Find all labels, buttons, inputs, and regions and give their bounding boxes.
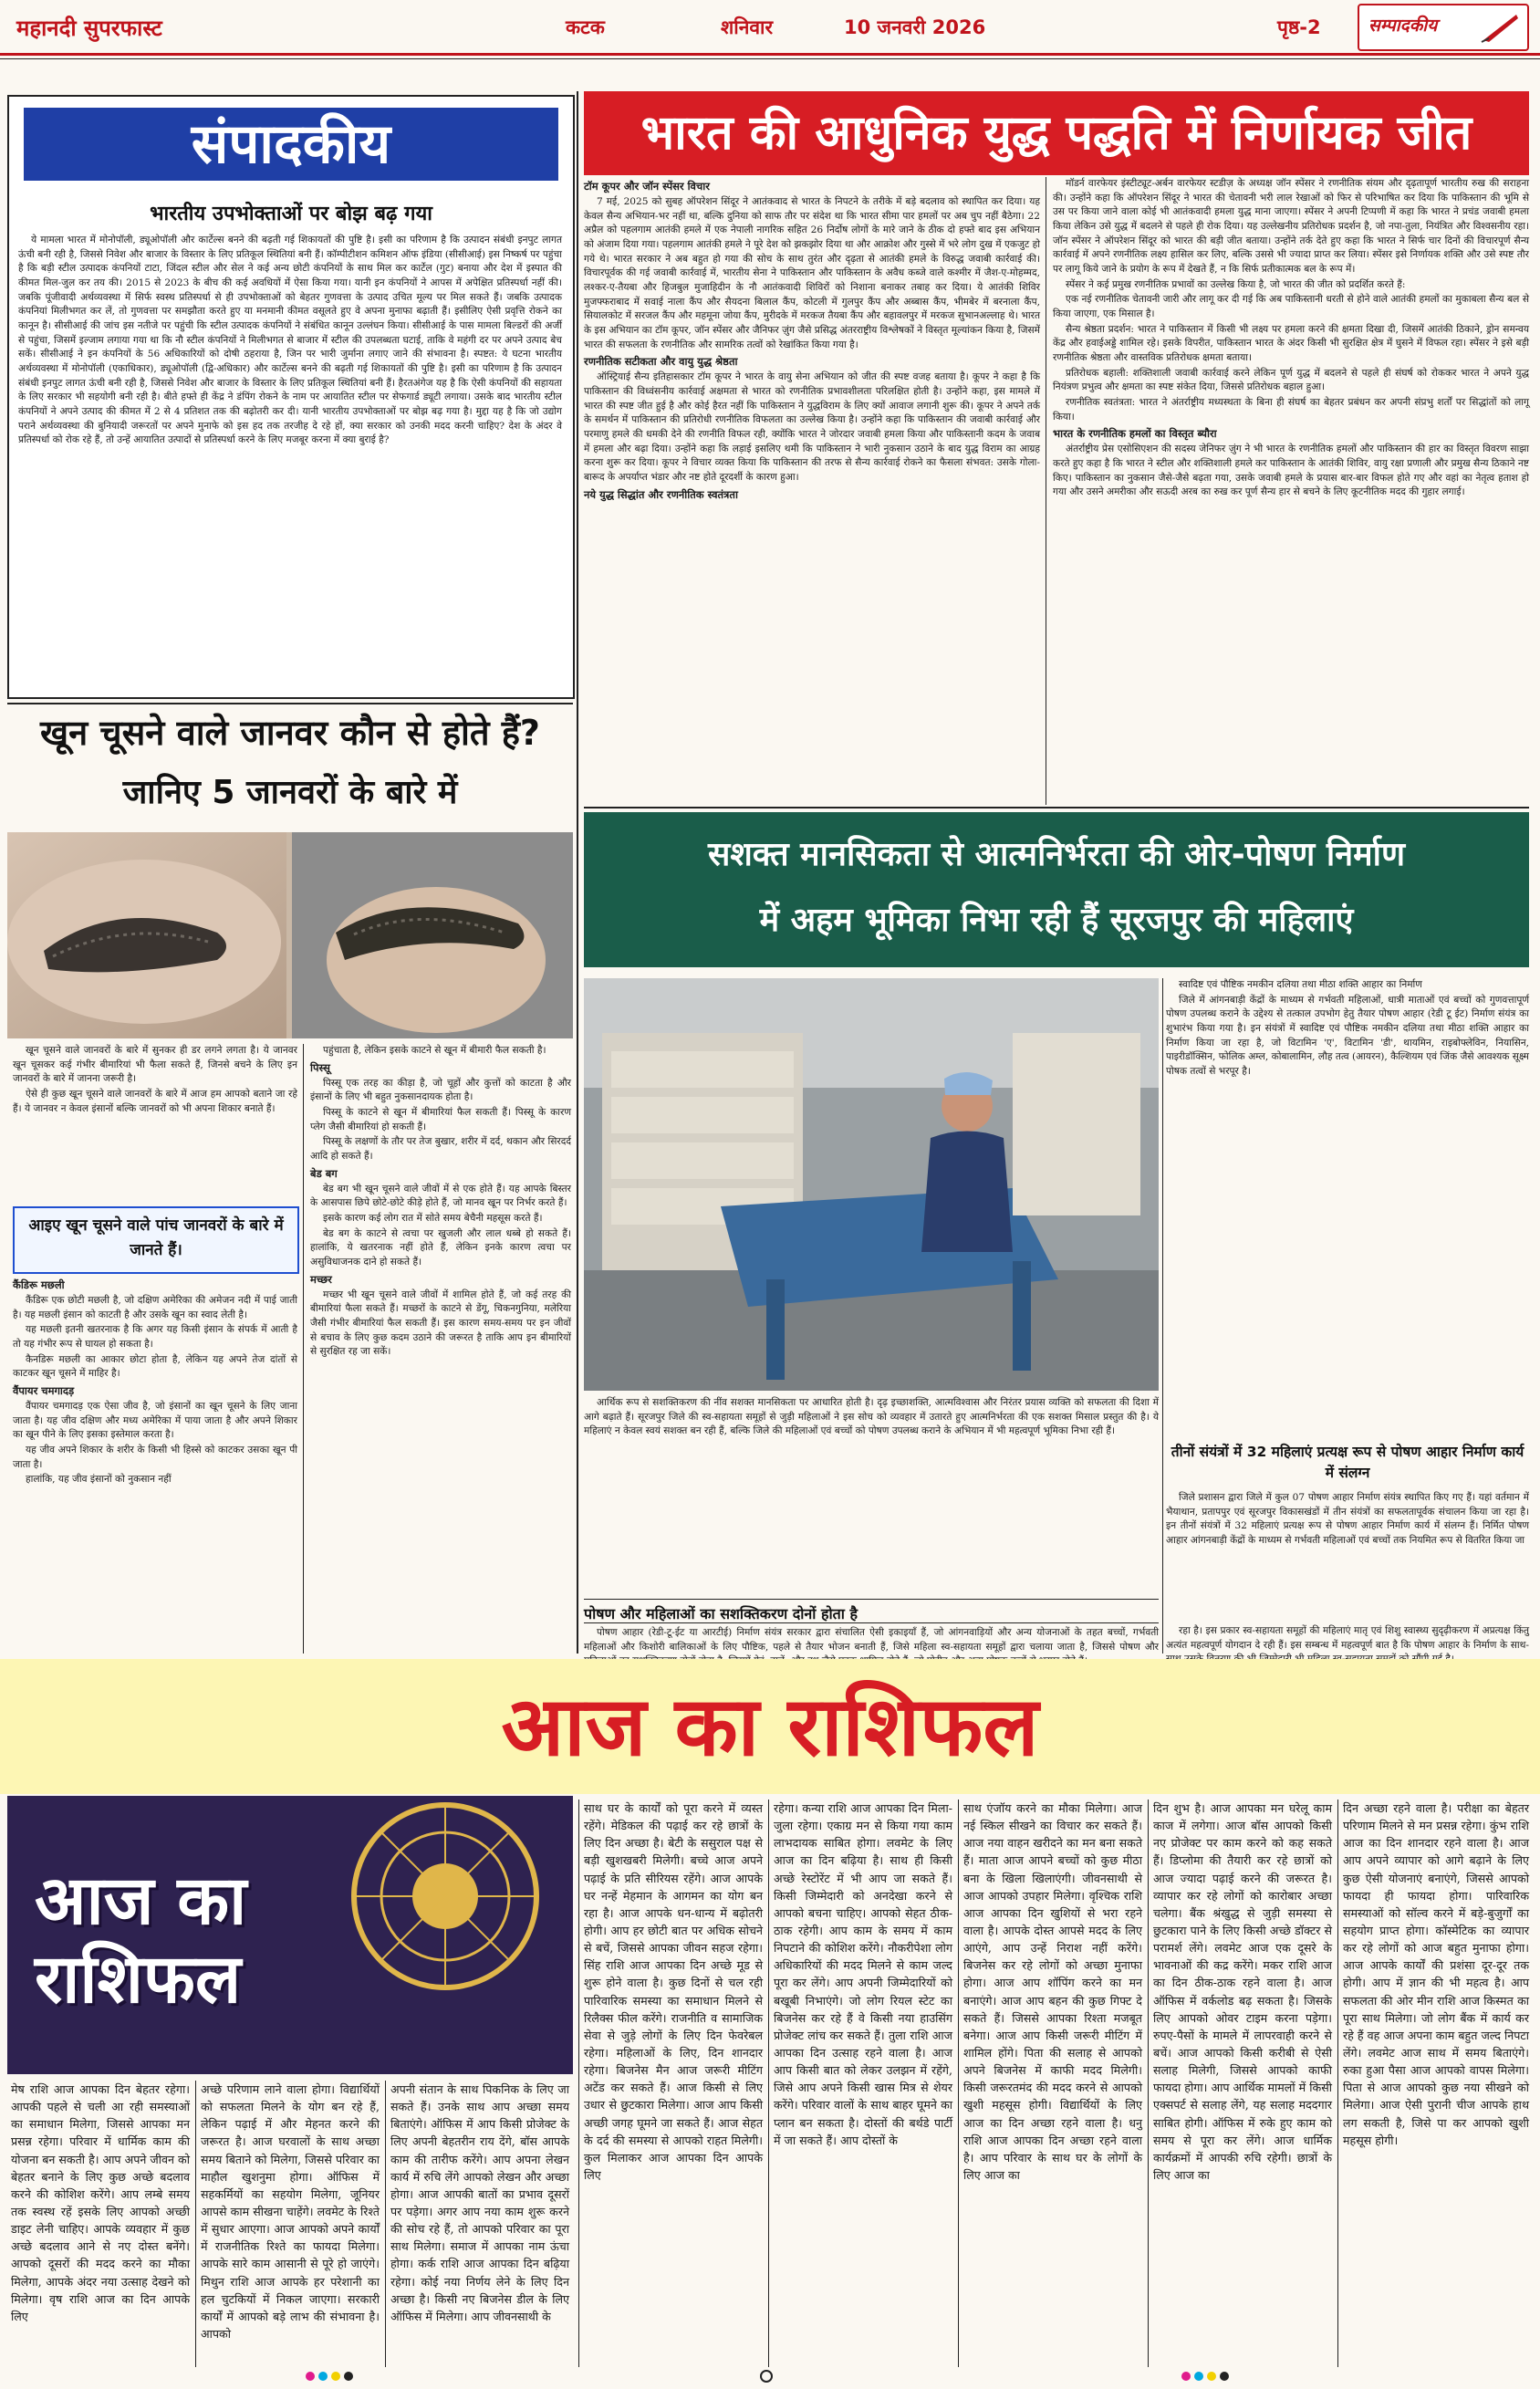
section-rule <box>584 1599 1159 1600</box>
war-subheading: भारत के रणनीतिक हमलों का विस्तृत ब्यौरा <box>1053 427 1217 441</box>
editorial-box <box>7 95 575 699</box>
blood-col1 <box>13 1276 297 1654</box>
nutrition-headline: सशक्त मानसिकता से आत्मनिर्भरता की ओर-पोषण निर्माण <box>707 836 1406 873</box>
masthead <box>0 0 1540 53</box>
nutrition-paragraph: जिले में आंगनबाड़ी केंद्रों के माध्यम से गर्भवती महिलाओं, धात्री माताओं एवं बच्चों को गुणवत्तापूर्ण पोषण उपलब्ध कराने के उद्देश्य से तत्काल उपभोग हेतु तैयार पोषण आहार (रेडी टू ईट) निर्माण संयंत्र का शुभारंभ किया गया है। इन संयंत्रों में स्वादिष्ट एवं पौष्टिक नमकीन दलिया तथा मीठा शक्ति आहार का निर्माण किया जा रहा है, जो विटामिन 'ए', विटामिन 'डी', थायमिन, राइबोफ्लेविन, नियासिन, पाइरीडॉक्सिन, फोलिक अम्ल, कोबालामिन, लौह तत्व (आयरन), कैल्शियम एवं जिंक जैसे आवश्यक सूक्ष्म पोषक तत्वों से भरपूर है। <box>1166 994 1529 1078</box>
war-paragraph: सैन्य श्रेष्ठता प्रदर्शन: भारत ने पाकिस्तान में किसी भी लक्ष्य पर हमला करने की क्षमता दिखा दी, जिसमें आतंकी ठिकाने, ड्रोन समन्वय केंद्र और हवाईअड्डे शामिल रहे। इसके विपरीत, पाकिस्तान भारत के अंदर किसी भी सुरक्षित क्षेत्र में घुसने में विफल रहा। स्पेंसर ने इसे बड़ी रणनीतिक श्रेष्ठता और वास्तविक प्रतिरोधक क्षमता बताया। <box>1053 323 1529 364</box>
section-badge-label: सम्पादकीय <box>1368 16 1438 36</box>
war-article-col1 <box>584 177 1040 807</box>
column-rule <box>303 1044 304 1654</box>
blood-col2 <box>310 1044 571 1654</box>
blood-paragraph: खून चूसने वाले जानवरों के बारे में सुनकर ही डर लगने लगता है। ये जानवर खून चूसकर कई गंभीर बीमारियां भी फैला सकते हैं, जिनसे बचने के लिए इन जानवरों के बारे में जानना जरूरी है। <box>13 1045 297 1085</box>
blood-paragraph: पिस्सू के काटने से खून में बीमारियां फैल सकती हैं। पिस्सू के कारण प्लेग जैसी बीमारियां हो सकती हैं। <box>310 1107 571 1132</box>
rashifal-image-line1: आज का <box>35 1862 247 1940</box>
rashifal-col6: साथ एंजॉय करने का मौका मिलेगा। आज नई स्किल सीखने का विचार कर सकते हैं। आज नया वाहन खरीदने का मन बना सकते हैं। माता आज आपने बच्चों को कुछ मीठा बना के खिला खिलाएंगी। जीवनसाथी से आज आपको उपहार मिलेगा। वृश्चिक राशि आज आपका दिन खुशियों से भरा रहने वाला है। आपके दोस्त आपसे मदद के लिए आएंगे, आप उन्हें निराश नहीं करेंगे। बिजनेस कर रहे लोगों को अच्छा मुनाफा होगा। आज आप शॉपिंग करने का मन बनाएंगे। आज आप बहन की कुछ गिफ्ट दे सकते हैं। जिससे आपका रिश्ता मजबूत बनेगा। आज आप किसी जरूरी मीटिंग में शामिल होंगे। पिता की सलाह से आपको अपने बिजनेस में काफी मदद मिलेगी। किसी जरूरतमंद की मदद करने से आपको खुशी महसूस होगी। विद्यार्थियों के लिए आज का दिन अच्छा रहने वाला है। धनु राशि आज आपका दिन अच्छा रहने वाला है। आप परिवार के साथ घर के लोगों के लिए आज का <box>963 1801 1142 2182</box>
blood-paragraph: पहुंचाता है, लेकिन इसके काटने से खून में बीमारी फैल सकती है। <box>323 1045 546 1056</box>
nutrition-paragraph: जिले प्रशासन द्वारा जिले में कुल 07 पोषण आहार निर्माण संयंत्र स्थापित किए गए हैं। यहां वर्तमान में भैयाथान, प्रतापपुर एवं सूरजपुर विकासखंडों में तीन संयंत्रों का सफलतापूर्वक संचालन किया जा रहा है। इन तीनों संयंत्रों में 32 महिलाएं प्रत्यक्ष रूप से पोषण आहार निर्माण कार्य में संलग्न हैं। निर्मित पोषण आहार आंगनबाड़ी केंद्रों के माध्यम से गर्भवती महिलाओं एवं बच्चों तक नियमित रूप से वितरित किया जा <box>1166 1492 1529 1547</box>
column-rule <box>958 1800 959 2367</box>
masthead-day: शनिवार <box>721 16 774 38</box>
factory-illustration <box>584 978 1159 1391</box>
nutrition-right-top <box>1166 978 1529 1438</box>
blood-paragraph: बेड बग के काटने से त्वचा पर खुजली और लाल धब्बे हो सकते हैं। हालांकि, ये खतरनाक नहीं होते हैं, लेकिन इनके कारण त्वचा पर असुविधाजनक दाने हो सकते हैं। <box>310 1227 571 1268</box>
war-paragraph: एक नई रणनीतिक चेतावनी जारी और लागू कर दी गई कि अब पाकिस्तानी धरती से होने वाले आतंकी हमलों का मुकाबला सैन्य बल से किया जाएगा, एक मिसाल है। <box>1053 294 1529 320</box>
column-rule <box>1148 1800 1149 2367</box>
war-paragraph: 7 मई, 2025 को सुबह ऑपरेशन सिंदूर ने आतंकवाद से भारत के निपटने के तरीके में बड़े बदलाव को स्थापित कर दिया। यह केवल सैन्य अभियान-भर नहीं था, बल्कि दुनिया को साफ तौर पर संदेश था कि भारत सीमा पार हमलों पर अब चुप नहीं बैठेगा। 22 अप्रैल को पहलगाम आतंकी हमले में एक नेपाली नागरिक सहित 26 निर्दोष लोगों के मारे जाने के ठीक दो हफ्ते बाद इस अभियान को अंजाम दिया गया। पहलगाम आतंकी हमले ने पूरे देश को झकझोर दिया था और आक्रोश और गुस्से में भरे लोग दुख में एकजुट हो गये थे। भारत सरकार ने अब बहुत हो गया की सोच के साथ तुरंत और दृढ़ता से आतंकी हमले के विरुद्ध जवाबी कार्रवाई की। विचारपूर्वक की गई जवाबी कार्रवाई में, भारतीय सेना ने पाकिस्तान और पाकिस्तान के अवैध कब्जे वाले कश्मीर में जैश-ए-मोहम्मद, लश्कर-ए-तैयबा और हिजबुल मुजाहिदीन के नौ आतंकवादी शिविरों को निशाना बनाकर तबाह कर दिया। ये आतंकी शिविर मुजफ्फराबाद में सवाई नाला कैंप और सैयदना बिलाल कैंप, कोटली में गुलपुर कैंप और अब्बास कैंप, भीमबेर में बरनाला कैंप, सियालकोट में सरजल कैंप और महमूना जोया कैंप, मुरीदके में मरकज तैयबा कैंप और बहावलपुर में मरकज सुभानअल्लाह थे। भारत के इस अभियान का टॉम कूपर, जॉन स्पेंसर और जैनिफर ज़ुंग जैसे प्रसिद्ध अंतरराष्ट्रीय विश्लेषकों ने विस्तृत मूल्यांकन किया है, जिसमें भारत की सफलता के रणनीतिक और सामरिक तत्वों को रेखांकित किया गया है। <box>584 196 1040 350</box>
registration-mark-icon <box>0 2367 1540 2385</box>
nutrition-subheading: पोषण और महिलाओं का सशक्तिकरण दोनों होता है <box>584 1605 858 1622</box>
blood-article-heading: खून चूसने वाले जानवर कौन से होते हैं? <box>40 713 540 753</box>
animal-heading: बेड बग <box>310 1166 338 1180</box>
nutrition-right-mid <box>1166 1491 1529 1619</box>
animal-heading: पिस्सू <box>310 1060 330 1074</box>
animal-heading: वैंपायर चमगादड़ <box>13 1384 75 1398</box>
print-registration-marks <box>0 2367 1540 2385</box>
war-paragraph: रणनीतिक स्वतंत्रता: भारत ने अंतर्राष्ट्रीय मध्यस्थता के बिना ही संघर्ष का बेहतर प्रबंधन कर अपनी संप्रभु शर्तों पर सिद्धांतों को लागू किया। <box>1053 397 1529 423</box>
blood-paragraph: मच्छर भी खून चूसने वाले जीवों में शामिल होते हैं, जो कई तरह की बीमारियां फैला सकते हैं। मच्छरों के काटने से डेंगू, चिकनगुनिया, मलेरिया जैसी गंभीर बीमारियां फैल सकती हैं। इस कारण समय-समय पर इन जीवों से बचाव के लिए कुछ कदम उठाने की जरूरत है ताकि आप इन बीमारियों से सुरक्षित रह जा सकें। <box>310 1288 571 1358</box>
masthead-city: कटक <box>566 16 605 38</box>
blood-paragraph: वैंपायर चमगादड़ एक ऐसा जीव है, जो इंसानों का खून चूसने के लिए जाना जाता है। यह जीव दक्षिण और मध्य अमेरिका में पाया जाता है और अपने शिकार का खून पीने के लिए इसका इस्तेमाल करता है। <box>13 1401 297 1441</box>
blood-paragraph: बेड बग भी खून चूसने वाले जीवों में से एक होते हैं। यह आपके बिस्तर के आसपास छिपे छोटे-छोटे कीड़े होते हैं, जो मानव खून पर निर्भर करते हैं। <box>310 1183 571 1209</box>
masthead-rule-thin <box>0 58 1540 59</box>
war-paragraph: अंतर्राष्ट्रीय प्रेस एसोसिएशन की सदस्य जेनिफर ज़ुंग ने भी भारत के रणनीतिक हमलों और पाकिस्तान की हार का विस्तृत विवरण साझा करते हुए कहा है कि भारत ने स्टील और शक्तिशाली हमले कर पाकिस्तान के आतंकी शिविर, वायु रक्षा प्रणाली और प्रमुख सैन्य ठिकाने नष्ट किए। पाकिस्तान का नुकसान जैसे-जैसे बढ़ता गया, उसके जवाबी हमले के प्रयास बार-बार विफल होते गए और वहां का नेतृत्व हताश हो गया और उसने अमरीका और सऊदी अरब का रुख कर पूर्ण सैन्य हार से बचने के लिए कूटनीतिक मदद की गुहार लगाई। <box>1053 443 1529 498</box>
blood-paragraph: इसके कारण कई लोग रात में सोते समय बेचैनी महसूस करते हैं। <box>323 1213 543 1225</box>
war-paragraph: ऑस्ट्रियाई सैन्य इतिहासकार टॉम कूपर ने भारत के वायु सेना अभियान को जीत की स्पष्ट वजह बताया है। कूपर ने कहा है कि पाकिस्तान की विध्वंसनीय कार्रवाई अक्षमता से भारत को रणनीतिक प्रभावशीलता परिलक्षित होती है। उन्होंने कहा, इस मामले में भारत की स्पष्ट जीत हुई है और कोई हैरत नहीं कि पाकिस्तान ने युद्धविराम के लिए क्यों आवाज लगानी शुरू की। कूपर ने अपने तर्क के समर्थन में पाकिस्तान की प्रतिरोधी रणनीतिक विफलता का उल्लेख किया है। उन्होंने कहा कि पाकिस्तान की जवाबी कार्रवाई और परमाणु हमले की धमकी देने की रणनीति विफल रही, क्योंकि भारत ने जोरदार जवाबी हमला किया और पाकिस्तानी कदम के जवाब में हमला और बढ़ा दिया। उन्होंने कहा कि लड़ाई इसलिए थमी कि पाकिस्तान ने भारी नुकसान उठाने के बाद युद्ध विराम का आग्रह करना शुरू कर दिया। कूपर ने विचार व्यक्त किया कि पाकिस्तान की तरफ से सैन्य कार्रवाई रोकने का फैसला संभवत: उसके गोला-बारूद के अपर्याप्त भंडार और नष्ट होते दूरदर्शी के कारण हुआ। <box>584 371 1040 484</box>
rashifal-image-line2: राशिफल <box>35 1940 242 2019</box>
blood-highlight-text: आइए खून चूसने वाले पांच जानवरों के बारे में जानते हैं। <box>28 1216 284 1259</box>
blood-paragraph: यह जीव अपने शिकार के शरीर के किसी भी हिस्से को काटकर उसका खून पी जाता है। <box>13 1445 297 1470</box>
editorial-heading: संपादकीय <box>24 108 558 181</box>
rashifal-col7: दिन शुभ है। आज आपका मन घरेलू काम काज में लगेगा। आज बॉस आपको किसी नए प्रोजेक्ट पर काम करने को कह सकते हैं। डिप्लोमा की तैयारी कर रहे छात्रों को आज ज्यादा पढ़ाई करने की जरूरत है। व्यापार कर रहे लोगों को कारोबार अच्छा चलेगा। बैंक श्रंखुद्ध से जुड़ी समस्या से छुटकारा पाने के लिए किसी अच्छे डॉक्टर से परामर्श लेंगे। लवमेट आज एक दूसरे के भावनाओं की कद्र करेंगे। मकर राशि आज का दिन ठीक-ठाक रहने वाला है। आज ऑफिस में वर्कलोड बढ़ सकता है। जिसके लिए आपको ओवर टाइम करना पड़ेगा। रुपए-पैसों के मामले में लापरवाही करने से बचें। आज आपको किसी करीबी से ऐसी सलाह मिलेगी, जिससे आपको काफी फायदा होगा। आप आर्थिक मामलों में किसी एक्सपर्ट से सलाह लेंगे, यह सलाह मददगार साबित होगी। ऑफिस में रुके हुए काम को समय से पूरा कर लेंगे। आज धार्मिक कार्यक्रमों में आपकी रुचि रहेगी। छात्रों के लिए आज का <box>1153 1801 1332 2182</box>
rashifal-col2: अच्छे परिणाम लाने वाला होगा। विद्यार्थियों को सफलता मिलने के योग बन रहे हैं, लेकिन पढ़ाई में और मेहनत करने की जरूरत है। आज घरवालों के साथ अच्छा समय बिताने को मिलेगा, जिससे परिवार का माहौल खुशनुमा होगा। ऑफिस में सहकर्मियों का सहयोग मिलेगा, जूनियर आपसे काम सीखना चाहेंगे। लवमेट के रिश्ते में सुधार आएगा। आज आपको अपने कार्यों में राजनीतिक रिश्ते का फायदा मिलेगा। आपके सारे काम आसानी से पूरे हो जाएंगे। मिथुन राशि आज आपके हर परेशानी का हल चुटकियों में निकल जाएगा। सरकारी कार्यों में आपको बड़े लाभ की संभावना है। आपको <box>201 2082 380 2341</box>
blood-paragraph: कैनडिरू मछली का आकार छोटा होता है, लेकिन यह अपने तेज दांतों से काटकर खून चूसने में माहिर है। <box>13 1353 297 1380</box>
column-rule <box>768 1800 769 2367</box>
nutrition-left-bottom <box>584 1626 1159 1654</box>
war-article-col2 <box>1053 177 1529 807</box>
war-paragraph: मॉडर्न वारफेयर इंस्टीट्यूट-अर्बन वारफेयर स्टडीज़ के अध्यक्ष जॉन स्पेंसर ने रणनीतिक संयम और दृढ़तापूर्ण भारतीय रुख की सराहना की। उन्होंने कहा कि ऑपरेशन सिंदूर ने भारत की चेतावनी भरी लाल रेखाओं को फिर से परिभाषित कर दिया कि पाकिस्तान की भूमि से उस पर किया जाने वाला कोई भी आतंकवादी हमला युद्ध माना जाएगा। स्पेंसर ने अपनी टिप्पणी में कहा कि भारत ने प्रचंड जवाबी हमला किया लेकिन उसे युद्ध में बदलने से पहले ही रोक दिया। यह उल्लेखनीय प्रतिरोधक प्रदर्शन है, जो नपा-तुला, नियंत्रित और विश्वसनीय रहा। जॉन स्पेंसर ने ऑपरेशन सिंदूर को भारत की बड़ी जीत बताया। उन्होंने तर्क देते हुए कहा कि भारत ने सिर्फ चार दिनों की विचारपूर्ण सैन्य कार्रवाई में अपने रणनीतिक लक्ष्य हासिल कर लिए, बल्कि उससे भी ज्यादा प्राप्त कर लिया। स्पेंसर इसे निर्णायक शक्ति और उसे स्पष्ट तौर पर लागू किये जाने के प्रयोग के रूप में देखते हैं, न कि सिर्फ प्रतीकात्मक बल के रूप में। <box>1053 178 1529 276</box>
war-paragraph: प्रतिरोधक बहाली: शक्तिशाली जवाबी कार्रवाई करने लेकिन पूर्ण युद्ध में बदलने से पहले ही संघर्ष को रोककर भारत ने अपने युद्ध नियंत्रण प्रभुत्व और क्षमता का स्पष्ट संकेत दिया, जिससे प्रतिरोधक बहाल हुआ। <box>1053 367 1529 393</box>
blood-paragraph: हालांकि, यह जीव इंसानों को नुकसान नहीं <box>26 1474 172 1486</box>
masthead-rule <box>0 53 1540 56</box>
editorial-paragraph: ये मामला भारत में मोनोपॉली, ड्यूओपॉली और कार्टेल्स बनने की बढ़ती गई शिकायतों की पुष्टि है। इसी का परिणाम है कि उत्पादन संबंधी इनपुट लागत ऊंची बनी रही है, जिससे निवेश और बाजार के विस्तार के लिए प्रतिकूल स्थितियां बनी हैं। कॉम्पीटीशन कमिशन ऑफ इंडिया (सीसीआई) इस निष्कर्ष पर पहुंचा है कि बड़ी स्टील उत्पादक कंपनियों टाटा, जिंदल स्टील और सेल ने कई अन्य छोटी कंपनियों के साथ मिल कर कार्टेल (गुट) बनाया और देश में इस्पात की कीमत मिल-जुल कर तय की। 2015 से 2023 के बीच की कई अवधियों में ऐसा किया गया। यानी इन कंपनियों ने आपस में अपेक्षित प्रतिस्पर्धा नहीं की। जबकि पूंजीवादी अर्थव्यवस्था में सिर्फ स्वस्थ प्रतिस्पर्धा से ही उपभोक्ताओं को बेहतर गुणवत्ता के उत्पाद उचित मूल्य पर मिल सकते हैं। जबकि उत्पादक कंपनियां मिलीभगत कर लें, तो गुणवत्ता पर समझौता करते हुए या मनमानी कीमत वसूलते हुए वे अपना मुनाफा बढ़ाती हैं। इसीलिए ऐसी प्रवृत्ति रोकने का कानून है। सीसीआई की जांच इस नतीजे पर पहुंची कि स्टील उत्पादक कंपनियों ने संबंधित कानून उल्लंघन किया। सीसीआई के पास मामला बिल्डरों की अर्जी से पहुंचा, जिसमें इल्जाम लगाया गया था कि नौ स्टील कंपनियों ने मिलीभगत से बाजार में स्टील की उपलब्धता घटाई, ताकि वे महंगी दर पर अपने उत्पाद बेच सकें। सीसीआई ने इन कंपनियों के 56 अधिकारियों को दोषी ठहराया है, जिन पर भारी जुर्माना लगाए जाने की संभावना है। स्पष्टत: ये घटना भारतीय अर्थव्यवस्था में मोनोपॉली (एकाधिकार), ड्यूओपॉली (द्वि-अधिकार) और कार्टेल्स बनने की बढ़ती गई शिकायतों की पुष्टि है। इसी का परिणाम है कि उत्पादन संबंधी इनपुट लागत ऊंची बनी रही है, जिससे निवेश और बाजार के विस्तार के लिए प्रतिकूल स्थितियां बनी हैं। हैरतअंगेज यह है कि ऐसी कंपनियों की सहायता के लिए सरकार भी सहयोगी बनी रही है। बीते हफ्ते ही केंद्र ने डंपिंग रोकने के नाम पर आयातित स्टील पर सेफगार्ड ड्यूटी लगाया। उसके बाद भारतीय स्टील कंपनियों ने अपने उत्पाद की कीमत में 2 से 4 प्रतिशत तक की बढ़ोतरी कर दी। यानी भारतीय उपभोक्ताओं पर बोझ बढ़ गया है। मुद्दा यह है कि जो उद्योग पराने अर्थव्यवस्था की बुनियादी जरूरतों पर अपने मुनाफे को इस हद तक तरजीह दे रहे हों, क्या सरकार को उनकी मदद करनी चाहिए? देश के अंदर वे प्रतिस्पर्धा को रोक रहे हैं, तो उन्हें आयातित उत्पादों से प्रतिस्पर्धा करने के लिए मजबूर करना में क्या बुराई है? <box>18 235 563 446</box>
blood-paragraph: पिस्सू एक तरह का कीड़ा है, जो चूहों और कुत्तों को काटता है और इंसानों के लिए भी बहुत नुकसानदायक होता है। <box>310 1077 571 1103</box>
column-rule <box>578 1800 579 2367</box>
war-subheading: रणनीतिक सटीकता और वायु युद्ध श्रेष्ठता <box>584 355 738 369</box>
leech-illustration <box>7 832 573 1038</box>
nutrition-subheading: तीनों संयंत्रों में 32 महिलाएं प्रत्यक्ष रूप से पोषण आहार निर्माण कार्य में संलग्न <box>1171 1444 1524 1481</box>
editorial-subheading: भारतीय उपभोक्ताओं पर बोझ बढ़ गया <box>150 203 432 225</box>
war-paragraph: स्पेंसर ने कई प्रमुख रणनीतिक प्रभावों का उल्लेख किया है, जो भारत की जीत को प्रदर्शित करते हैं: <box>1066 278 1406 290</box>
rashifal-image-text <box>35 1862 246 2019</box>
rashifal-band <box>0 1659 1540 1794</box>
nutrition-left-under <box>584 1396 1159 1597</box>
war-byline: टॉम कूपर और जॉन स्पेंसर विचार <box>584 180 710 193</box>
nutrition-paragraph: स्वादिष्ट एवं पौष्टिक नमकीन दलिया तथा मीठा शक्ति आहार का निर्माण <box>1179 979 1422 990</box>
rashifal-col5: रहेगा। कन्या राशि आज आपका दिन मिला-जुला रहेगा। एकाग्र मन से किया गया काम लाभदायक साबित होगा। लवमेट के लिए आज का दिन बढ़िया है। साथ ही किसी अच्छे रेस्टोरेंट में भी आप जा सकते हैं। किसी जिम्मेदारी को अनदेखा करने से आपको बचना चाहिए। आपको सेहत ठीक-ठाक रहेगी। आप काम के समय में काम निपटाने की कोशिश करेंगे। नौकरीपेशा लोग अधिकारियों की मदद मिलने से काम जल्द पूरा कर लेंगे। आप अपनी जिम्मेदारियों को बखूबी निभाएंगे। जो लोग रियल स्टेट का बिजनेस कर रहे हैं वे किसी नया हाउसिंग प्रोजेक्ट लांच कर सकते हैं। तुला राशि आज आपका दिन उत्साह रहने वाला है। आज आप किसी बात को लेकर उलझन में रहेंगे, जिसे आप अपने किसी खास मित्र से शेयर करेंगे। परिवार वालों के साथ बाहर घूमने का प्लान बन सकता है। दोस्तों की बर्थडे पार्टी में जा सकते हैं। आप दोस्तों के <box>774 1801 952 2147</box>
rashifal-image <box>7 1796 573 2074</box>
column-rule <box>385 2081 386 2367</box>
blood-col1-intro <box>13 1044 297 1199</box>
nutrition-paragraph: पोषण आहार (रेडी-टू-ईट या आरटीई) निर्माण संयंत्र सरकार द्वारा संचालित ऐसी इकाइयाँ हैं, जो आंगनवाड़ियों और अन्य योजनाओं के तहत बच्चों, गर्भवती महिलाओं और किशोरी बालिकाओं के लिए पौष्टिक, पहले से तैयार भोजन बनाती हैं, जिसे महिला स्व-सहायता समूहों द्वारा चलाया जाता है, जिससे पोषण और <box>584 1627 1159 1653</box>
rashifal-col3: अपनी संतान के साथ पिकनिक के लिए जा सकते हैं। उनके साथ आप अच्छा समय बिताएंगे। ऑफिस में आप किसी प्रोजेक्ट के लिए अपनी बेहतरीन राय देंगे, बॉस आपके काम की तारीफ करेंगे। आप अपना लेखन कार्य में रुचि लेंगे आपको लेखन और अच्छा होगा। आज आपकी बातों का प्रभाव दूसरों पर पड़ेगा। अगर आप नया काम शुरू करने की सोच रहे हैं, तो आपको परिवार का पूरा साथ मिलेगा। समाज में आपका नाम ऊंचा होगा। कर्क राशि आज आपका दिन बढ़िया रहेगा। कोई नया निर्णय लेने के लिए दिन अच्छा है। किसी नए बिजनेस डील के लिए ऑफिस में मिलेगा। आप जीवनसाथी के <box>390 2082 569 2323</box>
newspaper-name: महानदी सुपरफास्ट <box>16 16 162 41</box>
section-divider <box>584 807 1529 809</box>
blood-highlight-box <box>13 1206 299 1274</box>
column-rule <box>1337 1800 1338 2367</box>
section-badge <box>1358 4 1529 51</box>
nutrition-paragraph: रहा है। इस प्रकार स्व-सहायता समूहों की महिलाएं मातृ एवं शिशु स्वास्थ्य सुदृढ़ीकरण में अप्रत्यक्ष किंतु अत्यंत महत्वपूर्ण योगदान दे रही हैं। इस सम्बन्ध में महत्वपूर्ण बात है कि पोषण आहार के निर्माण के साथ- <box>1166 1625 1529 1651</box>
page-number: पृष्ठ-2 <box>1277 16 1321 38</box>
masthead-date: 10 जनवरी 2026 <box>844 16 986 38</box>
rashifal-col4: साथ घर के कार्यों को पूरा करने में व्यस्त रहेंगे। मेडिकल की पढ़ाई कर रहे छात्रों के लिए दिन अच्छा है। बेटी के ससुराल पक्ष से बड़ी खुशखबरी मिलेगी। बच्चे आज अपने पढ़ाई के प्रति सीरियस रहेंगे। आज आपके घर नन्हें मेहमान के आगमन का योग बन रहा है। आज आपके धन-धान्य में बढ़ोतरी होगी। आप हर छोटी बात पर अधिक सोचने से बचें, जिससे आपका जीवन सहज रहेगा। सिंह राशि आज आपका दिन अच्छे मूड से शुरू होने वाला है। कुछ दिनों से चल रही पारिवारिक समस्या का समाधान मिलने से रिलैक्स फील करेंगे। राजनीति व सामाजिक सेवा से जुड़े लोगों के लिए दिन फेवरेबल रहेगा। महिलाओं के लिए, दिन शानदार रहेगा। बिजनेस मैन आज जरूरी मीटिंग अटेंड कर सकते हैं। आज किसी से लिए उधार से छुटकारा मिलेगा। आज आप किसी अच्छी जगह घूमने जा सकते हैं। आज सेहत के दर्द की समस्या से आपको राहत मिलेगी। कुल मिलाकर आज आपका दिन आपके लिए <box>584 1801 763 2182</box>
rashifal-col8: दिन अच्छा रहने वाला है। परीक्षा का बेहतर परिणाम मिलने से मन प्रसन्न रहेगा। कुंभ राशि आज का दिन शानदार रहने वाला है। आज आप अपने व्यापार को आगे बढ़ाने के लिए कुछ ऐसी योजनाएं बनाएंगे, जिससे आपको फायदा ही फायदा होगा। पारिवारिक समस्याओं को सॉल्व करने में बड़े-बुजुर्गों का सहयोग प्राप्त होगा। कॉस्मेटिक का व्यापार कर रहे लोगों को आज बहुत मुनाफा होगा। आज आपके कार्यों की प्रशंसा दूर-दूर तक होगी। आप में ज्ञान की भी महत्व है। आप सफलता की ओर मीन राशि आज किस्मत का पूरा साथ मिलेगा। जो लोग बैंक में कार्य कर रहे हैं वह आज अपना काम बहुत जल्द निपटा लेंगे। लवमेट आज साथ में समय बिताएंगे। रुका हुआ पैसा आज आपको वापस मिलेगा। पिता से आज आपको कुछ नया सीखने को मिलेगा। आज ऐसी पुरानी चीज आपके हाथ लग सकती है, जिसे पा कर आपको खुशी महसूस होगी। <box>1343 1801 1529 2147</box>
vertical-divider <box>577 91 578 1654</box>
nutrition-headline-line2: में अहम भूमिका निभा रही हैं सूरजपुर की महिलाएं <box>759 902 1354 939</box>
war-article-headline: भारत की आधुनिक युद्ध पद्धति में निर्णायक जीत <box>584 91 1529 175</box>
rashifal-title: आज का राशिफल <box>501 1679 1039 1775</box>
nutrition-full-mid <box>1166 1624 1529 1654</box>
blood-article-subheading: जानिए 5 जानवरों के बारे में <box>122 774 458 811</box>
section-rule <box>584 1622 1159 1623</box>
column-rule <box>195 2081 196 2367</box>
war-subheading: नये युद्ध सिद्धांत और रणनीतिक स्वतंत्रता <box>584 487 738 501</box>
rashifal-col1: मेष राशि आज आपका दिन बेहतर रहेगा। आपकी पहले से चली आ रही समस्याओं का समाधान मिलेगा, जिससे आपका मन प्रसन्न रहेगा। परिवार में धार्मिक काम की योजना बन सकती है। आप अपने जीवन को बेहतर बनाने के लिए कुछ अच्छे बदलाव करने की कोशिश करेंगे। आप लम्बे समय तक स्वस्थ रहें इसके लिए आपको अच्छी डाइट लेनी चाहिए। आपके व्यवहार में कुछ अच्छे बदलाव आने से नए दोस्त बनेंगे। आपको दूसरों की मदद करने का मौका मिलेगा, आपके अंदर नया उत्साह देखने को मिलेगा। वृष राशि आज का दिन आपके लिए <box>11 2082 190 2323</box>
quill-pen-icon <box>1480 11 1522 44</box>
blood-paragraph: ऐसे ही कुछ खून चूसने वाले जानवरों के बारे में आज हम आपको बताने जा रहे हैं। ये जानवर न केवल इंसानों बल्कि जानवरों को भी अपना शिकार बनाते हैं। <box>13 1089 297 1114</box>
nutrition-factory-photo <box>584 978 1159 1391</box>
blood-paragraph: यह मछली इतनी खतरनाक है कि अगर यह किसी इंसान के संपर्क में आती है तो यह गंभीर रूप से घायल हो सकता है। <box>13 1324 297 1351</box>
leech-photo <box>7 832 573 1038</box>
nutrition-headline-block <box>584 812 1529 967</box>
blood-paragraph: पिस्सू के लक्षणों के तौर पर तेज बुखार, शरीर में दर्द, थकान और सिरदर्द आदि हो सकते हैं। <box>310 1136 571 1163</box>
animal-heading: मच्छर <box>310 1272 332 1286</box>
animal-heading: कैंडिरू मछली <box>13 1278 65 1291</box>
section-divider <box>7 703 573 704</box>
editorial-body <box>18 234 562 690</box>
nutrition-paragraph: आर्थिक रूप से सशक्तिकरण की नींव सशक्त मानसिकता पर आधारित होती है। दृढ़ इच्छाशक्ति, आत्मविश्वास और निरंतर प्रयास व्यक्ति को सफलता की दिशा में आगे बढ़ाते हैं। सूरजपुर जिले की स्व-सहायता समूहों से जुड़ी महिलाओं ने इस सोच को व्यवहार में उतारते हुए आत्मनिर्भरता की एक सशक्त मिसाल प्रस्तुत की है। ये महिलाएं न केवल स्वयं सशक्त बन रही हैं, बल्कि जिले की महिलाओं एवं बच्चों को पोषण उपलब्ध कराने के अभियान में भी महत्वपूर्ण भूमिका निभा रही हैं। <box>584 1397 1159 1437</box>
blood-paragraph: कैंडिरू एक छोटी मछली है, जो दक्षिण अमेरिका की अमेजन नदी में पाई जाती है। यह मछली इंसान को काटती है और उसके खून का स्वाद लेती है। <box>13 1295 297 1320</box>
column-rule <box>1162 978 1163 1654</box>
